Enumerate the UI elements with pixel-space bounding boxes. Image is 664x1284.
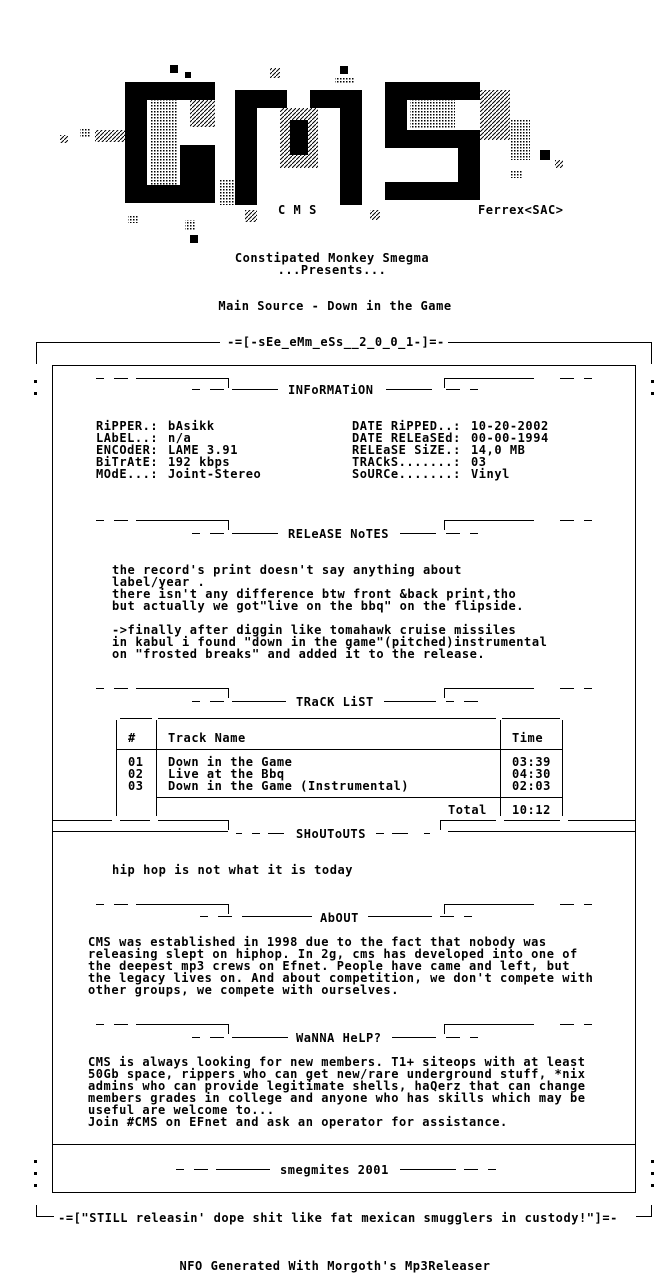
release-title: Main Source - Down in the Game <box>218 299 452 313</box>
info-value: n/a <box>168 431 192 445</box>
track-time: 04:30 <box>512 767 551 781</box>
notes-line: there isn't any difference btw front &back print,tho <box>112 587 517 601</box>
info-value: Vinyl <box>471 467 510 481</box>
info-label: MOdE...: <box>96 467 159 481</box>
logo-letter-g-shape <box>95 82 215 203</box>
help-line: members grades in college and anyone who has skills which may be <box>88 1091 586 1105</box>
generated-by: NFO Generated With Morgoth's Mp3Releaser <box>179 1259 491 1273</box>
shoutouts-text: hip hop is not what it is today <box>112 863 354 877</box>
help-line: 50Gb space, rippers who can get new/rare underground stuff, *nix <box>88 1067 586 1081</box>
group-name: Constipated Monkey Smegma <box>234 251 430 265</box>
help-line: useful are welcome to... <box>88 1103 275 1117</box>
notes-line: label/year . <box>112 575 206 589</box>
about-line: the deepest mp3 crews on Efnet. People have came and left, but <box>88 959 571 973</box>
help-line: admins who can provide legitimate shells, haQerz that can change <box>88 1079 586 1093</box>
about-line: the legacy lives on. And about competition, we don't compete with <box>88 971 594 985</box>
info-value: 10-20-2002 <box>471 419 549 433</box>
logo-letter-s-shape <box>385 82 530 200</box>
notes-line: ->finally after diggin like tomahawk cruise missiles <box>112 623 517 637</box>
about-line: CMS was established in 1998 due to the fact that nobody was <box>88 935 547 949</box>
info-value: 03 <box>471 455 487 469</box>
help-line: CMS is always looking for new members. T1+ siteops with at least <box>88 1055 586 1069</box>
col-num-header: # <box>128 731 136 745</box>
track-time: 03:39 <box>512 755 551 769</box>
track-num: 03 <box>128 779 144 793</box>
tracklist-heading: TRaCK LiST <box>296 695 374 709</box>
info-label: TRACkS.......: <box>352 455 461 469</box>
notes-line: on "frosted breaks" and added it to the release. <box>112 647 486 661</box>
info-label: ENCOdER: <box>96 443 159 457</box>
info-label: SoURCe.......: <box>352 467 461 481</box>
notes-heading: RELeASE NoTES <box>288 527 390 541</box>
bottom-line: -=["STILL releasin' dope shit like fat mexican smugglers in custody!"]=- <box>58 1211 618 1225</box>
logo-credit: Ferrex<SAC> <box>478 203 564 217</box>
info-value: 192 kbps <box>168 455 231 469</box>
info-label: DATE RiPPED..: <box>352 419 461 433</box>
about-line: other groups, we compete with ourselves. <box>88 983 399 997</box>
logo-cms-letters: C M S <box>278 203 317 217</box>
info-label: RiPPER.: <box>96 419 159 433</box>
total-label: Total <box>448 803 487 817</box>
notes-line: the record's print doesn't say anything about <box>112 563 462 577</box>
track-num: 01 <box>128 755 144 769</box>
info-value: 00-00-1994 <box>471 431 549 445</box>
track-name: Down in the Game (Instrumental) <box>168 779 410 793</box>
info-value: LAME 3.91 <box>168 443 238 457</box>
col-name-header: Track Name <box>168 731 246 745</box>
track-time: 02:03 <box>512 779 551 793</box>
cms-logo <box>40 60 600 250</box>
track-num: 02 <box>128 767 144 781</box>
footer-box-text: smegmites 2001 <box>280 1163 389 1177</box>
frame-title: -=[-sEe_eMm_eSs__2_0_0_1-]=- <box>227 335 445 349</box>
about-heading: AbOUT <box>320 911 359 925</box>
help-heading: WaNNA HeLP? <box>296 1031 382 1045</box>
info-value: bAsikk <box>168 419 215 433</box>
info-value: Joint-Stereo <box>168 467 262 481</box>
shoutouts-heading: SHoUToUTS <box>296 827 366 841</box>
info-value: 14,0 MB <box>471 443 526 457</box>
info-heading: INFoRMATiON <box>288 383 374 397</box>
col-time-header: Time <box>512 731 544 745</box>
logo-letter-m-shape <box>220 90 362 205</box>
notes-line: but actually we got"live on the bbq" on the flipside. <box>112 599 525 613</box>
notes-line: in kabul i found "down in the game"(pitched)instrumental <box>112 635 548 649</box>
help-line: Join #CMS on EFnet and ask an operator for assistance. <box>88 1115 508 1129</box>
presents-text: ...Presents... <box>277 263 387 277</box>
about-line: releasing slept on hiphop. In 2g, cms has developed into one of <box>88 947 578 961</box>
track-name: Live at the Bbq <box>168 767 285 781</box>
info-label: LAbEL..: <box>96 431 159 445</box>
info-label: BiTrAtE: <box>96 455 159 469</box>
total-time: 10:12 <box>512 803 551 817</box>
info-label: RELEaSE SiZE.: <box>352 443 461 457</box>
info-label: DATE RELEaSEd: <box>352 431 461 445</box>
track-name: Down in the Game <box>168 755 293 769</box>
